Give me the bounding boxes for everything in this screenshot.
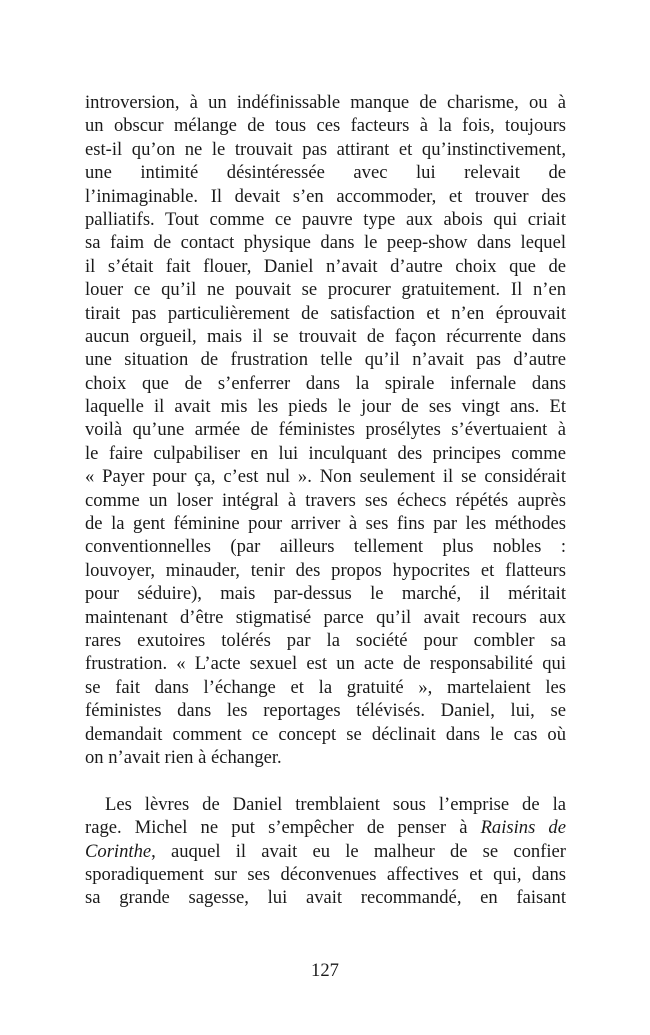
text-line: sa grande sagesse, lui avait recommandé, en faisant [85,887,566,909]
body-text [85,91,566,910]
page-number: 127 [311,960,339,981]
text-line [85,840,566,863]
text-line: demandait comment ce concept se déclinait dans le cas où [85,723,566,745]
text-line: un obscur mélange de tous ces facteurs à la fois, toujours [85,115,566,137]
text-line: comme un loser intégral à travers ses échecs répétés auprès [85,489,566,511]
text-line: louvoyer, minauder, tenir des propos hypocrites et flatteurs [85,559,566,581]
text-line: frustration. « L’acte sexuel est un acte de responsabilité qui [85,653,566,675]
text-line: aucun orgueil, mais il se trouvait de façon récurrente dans [85,325,566,347]
text-line: pour séduire), mais par-dessus le marché, il méritait [85,583,566,605]
text-line: rares exutoires tolérés par la société pour combler sa [85,629,566,651]
paragraph-2 [85,793,566,910]
text-line: tirait pas particulièrement de satisfaction et n’en éprouvait [85,302,566,324]
text-line: une situation de frustration telle qu’il n’avait pas d’autre [85,349,566,371]
text-line: voilà qu’une armée de féministes prosélytes s’évertuaient à [85,419,566,441]
book-title-italic: Raisins de [480,817,566,839]
text-line: se fait dans l’échange et la gratuité », martelaient les [85,676,566,698]
text-line: choix que de s’enferrer dans la spirale infernale dans [85,372,566,394]
text-line: laquelle il avait mis les pieds le jour de ses vingt ans. Et [85,396,566,418]
text-line: sa faim de contact physique dans le peep-show dans lequel [85,232,566,254]
text-line: louer ce qu’il ne pouvait se procurer gratuitement. Il n’en [85,279,566,301]
text-line: de la gent féminine pour arriver à ses fins par les méthodes [85,513,566,535]
text-line: féministes dans les reportages télévisés. Daniel, lui, se [85,700,566,722]
text-line: maintenant d’être stigmatisé parce qu’il avait recours aux [85,606,566,628]
text-line: le faire culpabiliser en lui inculquant des principes comme [85,442,566,464]
text-line: est-il qu’on ne le trouvait pas attirant et qu’instinctivement, [85,138,566,160]
text-line: conventionnelles (par ailleurs tellement plus nobles : [85,536,566,558]
text-line: sporadiquement sur ses déconvenues affectives et qui, dans [85,863,566,885]
book-title-italic: Corinthe [85,840,152,862]
text-line: « Payer pour ça, c’est nul ». Non seulement il se considérait [85,466,566,488]
text-line: palliatifs. Tout comme ce pauvre type aux abois qui criait [85,208,566,230]
text-line: Les lèvres de Daniel tremblaient sous l’emprise de la [105,793,566,815]
text-line: l’inimaginable. Il devait s’en accommoder, et trouver des [85,185,566,207]
text-line: on n’avait rien à échanger. [85,746,282,768]
text-line [85,816,566,839]
paragraph-1 [85,91,566,769]
paragraph-spacer [85,769,566,792]
text-line: une intimité désintéressée avec lui relevait de [85,162,566,184]
text-run: rage. Michel ne put s’empêcher de penser à [85,817,481,839]
text-run: , auquel il avait eu le malheur de se confier [151,840,566,862]
text-line: il s’était fait flouer, Daniel n’avait d’autre choix que de [85,255,566,277]
text-line: introversion, à un indéfinissable manque de charisme, ou à [85,92,566,113]
